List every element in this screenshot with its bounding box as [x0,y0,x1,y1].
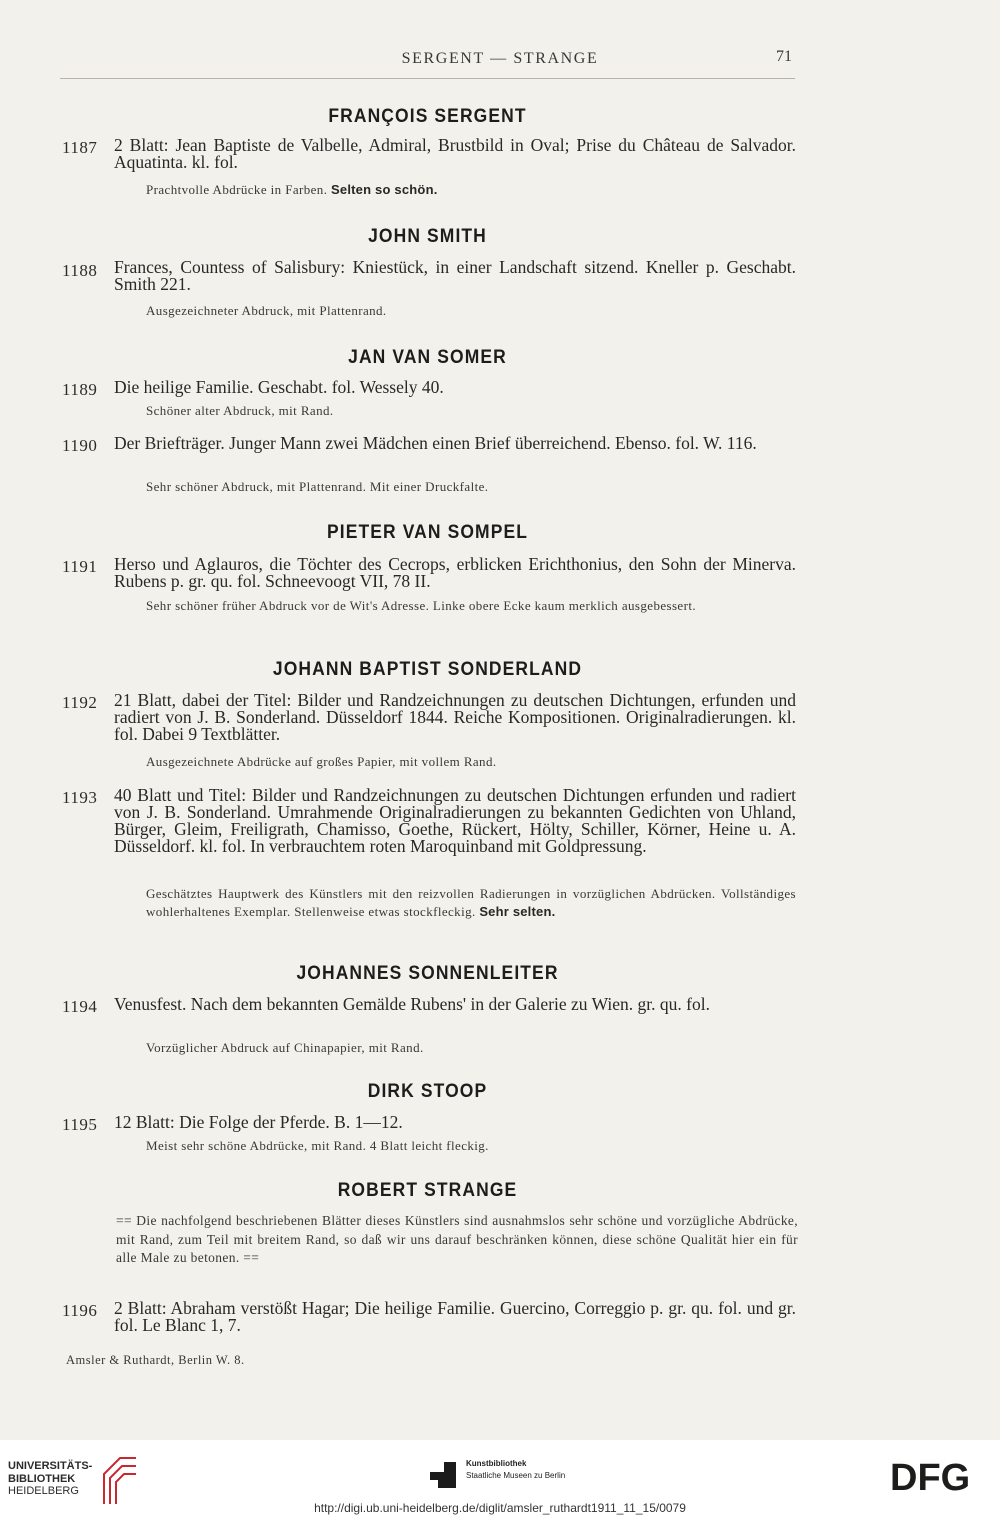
museum-name: Kunstbibliothek [466,1459,527,1468]
university-library-logo[interactable] [8,1460,92,1498]
permalink-url[interactable]: http://digi.ub.uni-heidelberg.de/diglit/amsler_ruthardt1911_11_15/0079 [314,1501,686,1515]
section-notice [116,1212,798,1268]
page-number: 71 [776,48,792,65]
lot-note: Vorzüglicher Abdruck auf Chinapapier, mit Rand. [146,1040,424,1055]
artist-heading: JOHN SMITH [368,226,487,247]
lot-note: Sehr schöner früher Abdruck vor de Wit's Adresse. Linke obere Ecke kaum merklich ausgebessert. [146,598,696,613]
notice-mark: == [116,1213,132,1228]
header-rule [60,78,795,79]
lot-number: 1187 [62,138,98,157]
lot-note: Sehr schöner Abdruck, mit Plattenrand. Mit einer Druckfalte. [146,479,489,494]
lot-note [146,181,796,199]
lot-description: 2 Blatt: Jean Baptiste de Valbelle, Admiral, Brustbild in Oval; Prise du Château de Salvador. Aquatinta. kl. fol. [114,135,796,172]
lot-note: Ausgezeichneter Abdruck, mit Plattenrand. [146,303,387,318]
lot-note-emphasis: Selten so schön. [331,182,438,197]
lot-description: Herso und Aglauros, die Töchter des Cecrops, erblicken Erichthonius, den Sohn der Minerva. Rubens p. gr. qu. fol. Schneevoogt VII, 78 II. [114,554,796,591]
lot-description: 12 Blatt: Die Folge der Pferde. B. 1—12. [114,1112,403,1132]
library-logo-line: HEIDELBERG [8,1485,79,1497]
lot-number: 1188 [62,261,98,280]
notice-text: Die nachfolgend beschriebenen Blätter dieses Künstlers sind ausnahmslos sehr schöne und vorzügliche Abdrücke, mit Rand, zum Teil mit breitem Rand, so daß wir uns darauf beschränken können, diese schöne Qualität hier ein für alle Male zu betonen. [116,1213,799,1265]
lot-number: 1192 [62,693,98,712]
lot-description: Die heilige Familie. Geschabt. fol. Wessely 40. [114,377,444,397]
lot-number: 1196 [62,1301,98,1320]
lot-description: Venusfest. Nach dem bekannten Gemälde Rubens' in der Galerie zu Wien. gr. qu. fol. [114,994,710,1014]
kunstbibliothek-label [466,1458,565,1482]
lot-note-emphasis: Sehr selten. [479,904,556,919]
kunstbibliothek-logo-icon [428,1460,458,1490]
library-logo-line: BIBLIOTHEK [8,1472,76,1485]
lot-note: Schöner alter Abdruck, mit Rand. [146,403,334,418]
artist-heading: ROBERT STRANGE [337,1180,518,1201]
lot-description: 2 Blatt: Abraham verstößt Hagar; Die heilige Familie. Guercino, Correggio p. gr. qu. fol. und gr. fol. Le Blanc 1, 7. [114,1298,796,1335]
artist-heading: FRANÇOIS SERGENT [328,106,527,127]
lot-number: 1190 [62,436,98,455]
dfg-logo[interactable] [890,1458,986,1494]
running-title: SERGENT — STRANGE [401,50,599,67]
library-logo-line: UNIVERSITÄTS- [8,1460,93,1472]
museum-subtitle: Staatliche Museen zu Berlin [466,1471,566,1480]
lot-number: 1191 [62,557,98,576]
dfg-logo-text: DFG [890,1458,971,1494]
lot-note-text: Geschätztes Hauptwerk des Künstlers mit den reizvollen Radierungen in vorzüglichen Abdrücken. Vollständiges wohlerhaltenes Exemplar. Stellenweise etwas stockfleckig. [146,886,796,919]
lot-number: 1195 [62,1115,98,1134]
artist-heading: JAN VAN SOMER [348,347,507,368]
digitization-footer [0,1440,1000,1517]
lot-number: 1189 [62,380,98,399]
library-emblem-icon [100,1452,140,1508]
artist-heading: JOHANNES SONNENLEITER [296,963,559,984]
notice-mark: == [243,1250,260,1265]
lot-description: 21 Blatt, dabei der Titel: Bilder und Randzeichnungen zu deutschen Dichtungen, erfunden und radiert von J. B. Sonderland. Düsseldorf 1844. Reiche Kompositionen. Originalradierungen. kl. fol. Dabei 9 Textblätter. [114,690,796,744]
lot-note [146,885,796,921]
artist-heading: JOHANN BAPTIST SONDERLAND [272,659,583,680]
publisher-imprint: Amsler & Ruthardt, Berlin W. 8. [66,1353,245,1367]
lot-note: Meist sehr schöne Abdrücke, mit Rand. 4 Blatt leicht fleckig. [146,1138,489,1153]
lot-note: Ausgezeichnete Abdrücke auf großes Papier, mit vollem Rand. [146,754,497,769]
lot-description: 40 Blatt und Titel: Bilder und Randzeichnungen zu deutschen Dichtungen erfunden und radiert von J. B. Sonderland. Umrahmende Originalradierungen zu bekannten Gedichten von Uhland, Bürger, Gleim, Freiligrath, Chamisso, Goethe, Rückert, Hölty, Schiller, Körner, Heine u. A. Düsseldorf. kl. fol. In verbrauchtem roten Maroquinband mit Goldpressung. [114,785,796,856]
lot-description: Der Briefträger. Junger Mann zwei Mädchen einen Brief überreichend. Ebenso. fol. W. 116. [114,433,757,453]
lot-number: 1194 [62,997,98,1016]
lot-description: Frances, Countess of Salisbury: Kniestück, in einer Landschaft sitzend. Kneller p. Geschabt. Smith 221. [114,257,796,294]
artist-heading: PIETER VAN SOMPEL [326,522,529,543]
artist-heading: DIRK STOOP [367,1081,488,1102]
lot-note-text: Prachtvolle Abdrücke in Farben. [146,182,328,197]
lot-number: 1193 [62,788,98,807]
